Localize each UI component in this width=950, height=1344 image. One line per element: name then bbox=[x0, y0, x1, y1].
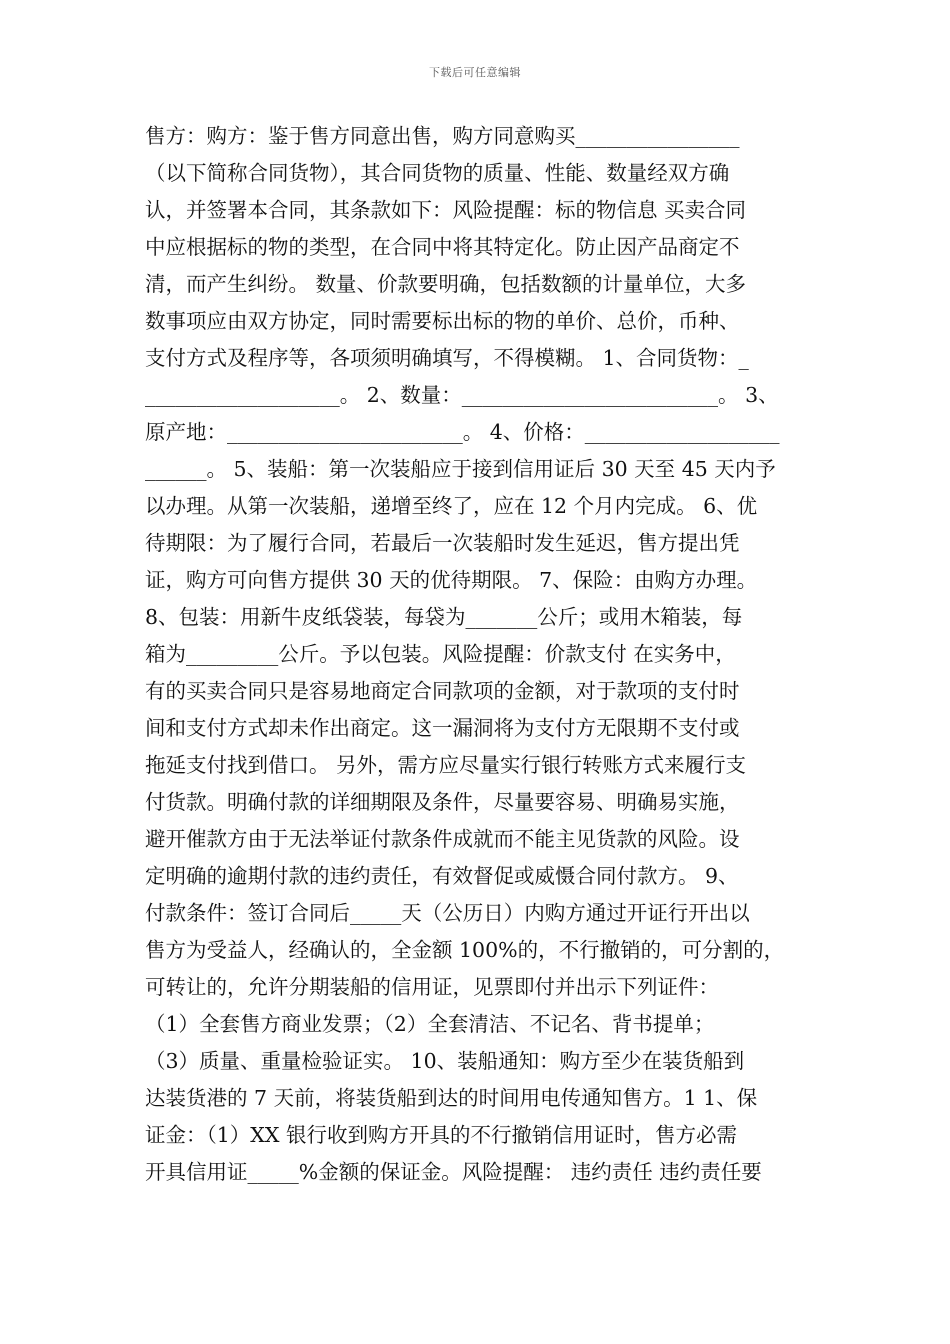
text-line: 达装货港的 7 天前，将装货船到达的时间用电传通知售方。1 1、保 bbox=[145, 1086, 758, 1110]
text-line: 拖延支付找到借口。 另外，需方应尽量实行银行转账方式来履行支 bbox=[145, 753, 747, 777]
text-line: 定明确的逾期付款的违约责任，有效督促或威慑合同付款方。 9、 bbox=[145, 864, 739, 888]
text-line: 认，并签署本合同，其条款如下：风险提醒：标的物信息 买卖合同 bbox=[145, 198, 747, 222]
text-line: 有的买卖合同只是容易地商定合同款项的金额，对于款项的支付时 bbox=[145, 679, 740, 703]
text-line: 8、包装：用新牛皮纸袋装，每袋为_______公斤；或用木箱装，每 bbox=[145, 605, 743, 629]
text-line: （1）全套售方商业发票；（2）全套清洁、不记名、背书提单； bbox=[145, 1012, 715, 1036]
text-line: 开具信用证_____%金额的保证金。风险提醒： 违约责任 违约责任要 bbox=[145, 1160, 762, 1184]
text-line: 间和支付方式却未作出商定。这一漏洞将为支付方无限期不支付或 bbox=[145, 716, 740, 740]
page-header: 下载后可任意编辑 bbox=[429, 66, 521, 79]
text-line: 待期限：为了履行合同，若最后一次装船时发生延迟，售方提出凭 bbox=[145, 531, 740, 555]
text-line: ______。 5、装船：第一次装船应于接到信用证后 30 天至 45 天内予 bbox=[145, 457, 776, 481]
text-line: 付款条件：签订合同后_____天（公历日）内购方通过开证行开出以 bbox=[145, 901, 750, 925]
text-line: 以办理。从第一次装船，递增至终了，应在 12 个月内完成。 6、优 bbox=[145, 494, 758, 518]
text-line: 证金：（1）XX 银行收到购方开具的不行撤销信用证时，售方必需 bbox=[145, 1123, 737, 1147]
text-line: 支付方式及程序等，各项须明确填写，不得模糊。 1、合同货物：_ bbox=[145, 346, 749, 370]
text-line: 数事项应由双方协定，同时需要标出标的物的单价、总价，币种、 bbox=[145, 309, 740, 333]
text-line: （3）质量、重量检验证实。 10、装船通知：购方至少在装货船到 bbox=[145, 1049, 745, 1073]
text-line: 售方：购方：鉴于售方同意出售，购方同意购买________________ bbox=[145, 124, 740, 148]
text-line: 避开催款方由于无法举证付款条件成就而不能主见货款的风险。设 bbox=[145, 827, 740, 851]
text-line: 原产地：_______________________。 4、价格：___________________ bbox=[145, 420, 780, 444]
text-line: 可转让的，允许分期装船的信用证，见票即付并出示下列证件： bbox=[145, 975, 719, 999]
text-line: 中应根据标的物的类型，在合同中将其特定化。防止因产品商定不 bbox=[145, 235, 740, 259]
text-line: 证，购方可向售方提供 30 天的优待期限。 7、保险：由购方办理。 bbox=[145, 568, 758, 592]
text-line: 售方为受益人，经确认的，全金额 100%的，不行撤销的，可分割的， bbox=[145, 938, 785, 962]
text-line: ___________________。 2、数量：_________________________。 3、 bbox=[145, 383, 779, 407]
text-line: 付货款。明确付款的详细期限及条件，尽量要容易、明确易实施， bbox=[145, 790, 740, 814]
contract-body bbox=[145, 118, 810, 1208]
text-line: （以下简称合同货物），其合同货物的质量、性能、数量经双方确 bbox=[145, 161, 730, 185]
text-line: 箱为_________公斤。予以包装。风险提醒：价款支付 在实务中， bbox=[145, 642, 736, 666]
text-line: 清，而产生纠纷。 数量、价款要明确，包括数额的计量单位，大多 bbox=[145, 272, 747, 296]
